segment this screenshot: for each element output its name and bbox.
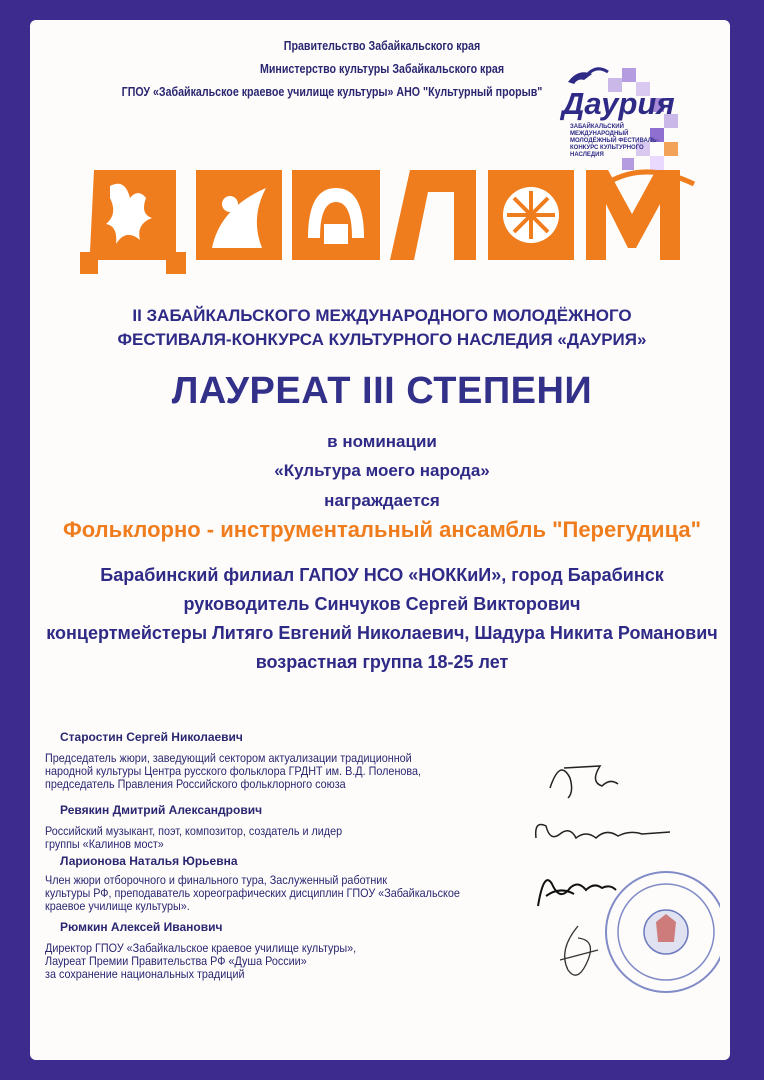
header-ministry: Министерство культуры Забайкальского края [259,61,505,76]
festival-line-1: II ЗАБАЙКАЛЬСКОГО МЕЖДУНАРОДНОГО МОЛОДЁЖНОГО [132,306,632,325]
logo-title: Даурия [562,86,675,121]
jury-desc-line: за сохранение национальных традиций [45,967,245,981]
jury-member-2 [60,803,262,817]
leader: руководитель Синчуков Сергей Викторович [183,594,581,614]
jury-name: Ревякин Дмитрий Александрович [60,803,263,817]
jury-desc-line: Член жюри отборочного и финального тура, Заслуженный работник [45,873,388,887]
jury-member-1 [60,730,243,744]
jury-member-1-desc [45,752,463,791]
jury-desc-line: краевое училище культуры». [45,899,190,913]
diploma-title-graphic [80,168,700,276]
jury-desc-line: председатель Правления Российского фольклорного союза [45,777,346,791]
jury-name: Старостин Сергей Николаевич [60,730,243,744]
jury-member-4-desc [45,942,391,981]
laureate-degree: ЛАУРЕАТ III СТЕПЕНИ [171,370,593,412]
header-organizers: ГПОУ «Забайкальское краевое училище культуры» АНО "Культурный прорыв" [121,84,543,99]
jury-desc-line: группы «Калинов мост» [45,837,164,851]
jury-member-2-desc [45,825,375,851]
nomination-name: «Культура моего народа» [274,461,490,480]
jury-desc-line: Российский музыкант, поэт, композитор, создатель и лидер [45,824,343,838]
signature-1 [540,748,630,808]
logo-subtitle: ЗАБАЙКАЛЬСКИЙ МЕЖДУНАРОДНЫЙ МОЛОДЁЖНЫЙ ФЕСТИВАЛЬ-КОНКУРС КУЛЬТУРНОГО НАСЛЕДИЯ [570,124,659,158]
jury-desc-line: Председатель жюри, заведующий сектором актуализации традиционной [45,751,412,765]
dauria-logo [548,58,698,178]
age-group: возрастная группа 18-25 лет [255,652,509,672]
jury-member-4 [60,920,222,934]
signature-4 [548,920,608,990]
recipient-name: Фольклорно - инструментальный ансамбль "Перегудица" [62,517,702,542]
header-government: Правительство Забайкальского края [283,38,481,53]
jury-member-3-desc [45,874,506,913]
institution: Барабинский филиал ГАПОУ НСО «НОККиИ», город Барабинск [100,565,664,585]
signature-2 [530,812,680,852]
jury-desc-line: культуры РФ, преподаватель хореографических дисциплин ГПОУ «Забайкальское [45,886,460,900]
festival-line-2: ФЕСТИВАЛЯ-КОНКУРСА КУЛЬТУРНОГО НАСЛЕДИЯ «ДАУРИЯ» [117,330,647,349]
jury-member-3 [60,854,238,868]
official-stamp [600,860,720,1000]
accompanists: концертмейстеры Литяго Евгений Николаевич, Шадура Никита Романович [46,623,718,643]
jury-name: Ларионова Наталья Юрьевна [60,854,238,868]
jury-desc-line: Директор ГПОУ «Забайкальское краевое училище культуры», [45,941,357,955]
jury-name: Рюмкин Алексей Иванович [60,920,223,934]
jury-desc-line: народной культуры Центра русского фольклора ГРДНТ им. В.Д. Поленова, [45,764,422,778]
nomination-intro: в номинации [327,432,437,451]
awarded-label: награждается [324,491,440,510]
jury-desc-line: Лауреат Премии Правительства РФ «Душа России» [45,954,307,968]
